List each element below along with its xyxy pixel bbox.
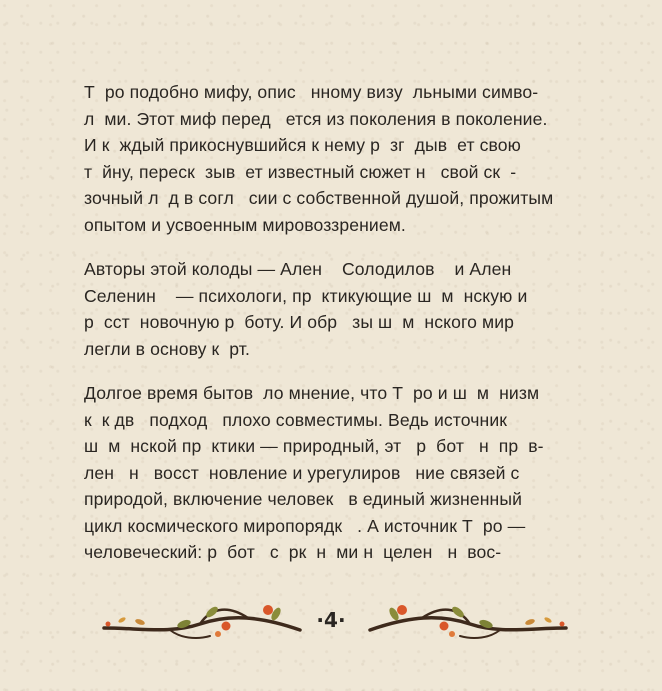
text-line: легли в основу к рт. bbox=[84, 338, 250, 359]
branch-ornament-right-icon bbox=[360, 594, 570, 644]
page-number bbox=[313, 608, 349, 632]
page-number-dot-right: · bbox=[337, 608, 346, 632]
paragraph-1 bbox=[84, 79, 604, 238]
text-line: т йну, переск зыв ет известный сюжет н свой ск - bbox=[84, 161, 517, 182]
text-line: к к дв подход плохо совместимы. Ведь источник bbox=[84, 409, 508, 430]
text-line: лен н восст новление и урегулиров ние связей с bbox=[84, 462, 520, 483]
text-line: Селенин — психологи, пр ктикующие ш м нскую и bbox=[84, 285, 528, 306]
page-number-value: 4 bbox=[324, 608, 338, 632]
paragraph-2 bbox=[84, 256, 604, 362]
text-line: природой, включение человек в единый жизненный bbox=[84, 489, 523, 509]
text-line: И к ждый прикоснувшийся к нему р зг дыв ет свою bbox=[84, 135, 521, 155]
branch-ornament-left-icon bbox=[100, 594, 310, 644]
text-line: р сст новочную р боту. И обр зы ш м нского мир bbox=[84, 312, 515, 332]
text-line: Авторы этой колоды — Ален Солодилов и Ален bbox=[84, 259, 512, 279]
text-line: опытом и усвоенным мировоззрением. bbox=[84, 214, 406, 235]
page-footer bbox=[0, 592, 662, 652]
text-line: человеческий: р бот с рк н ми н целен н вос- bbox=[84, 542, 502, 562]
text-line: зочный л д в согл сии с собственной душой, прожитым bbox=[84, 188, 554, 208]
text-line: Долгое время бытов ло мнение, что Т ро и ш м низм bbox=[84, 383, 540, 403]
text-line: Т ро подобно мифу, опис нному визу льными симво- bbox=[84, 82, 539, 102]
text-line: ш м нской пр ктики — природный, эт р бот н пр в- bbox=[84, 436, 544, 456]
paragraph-3 bbox=[84, 380, 604, 566]
text-line: цикл космического миропорядк . А источник Т ро — bbox=[84, 515, 526, 536]
page-text bbox=[84, 79, 604, 584]
page-number-dot-left: · bbox=[316, 608, 325, 632]
text-line: л ми. Этот миф перед ется из поколения в поколение. bbox=[84, 108, 548, 129]
